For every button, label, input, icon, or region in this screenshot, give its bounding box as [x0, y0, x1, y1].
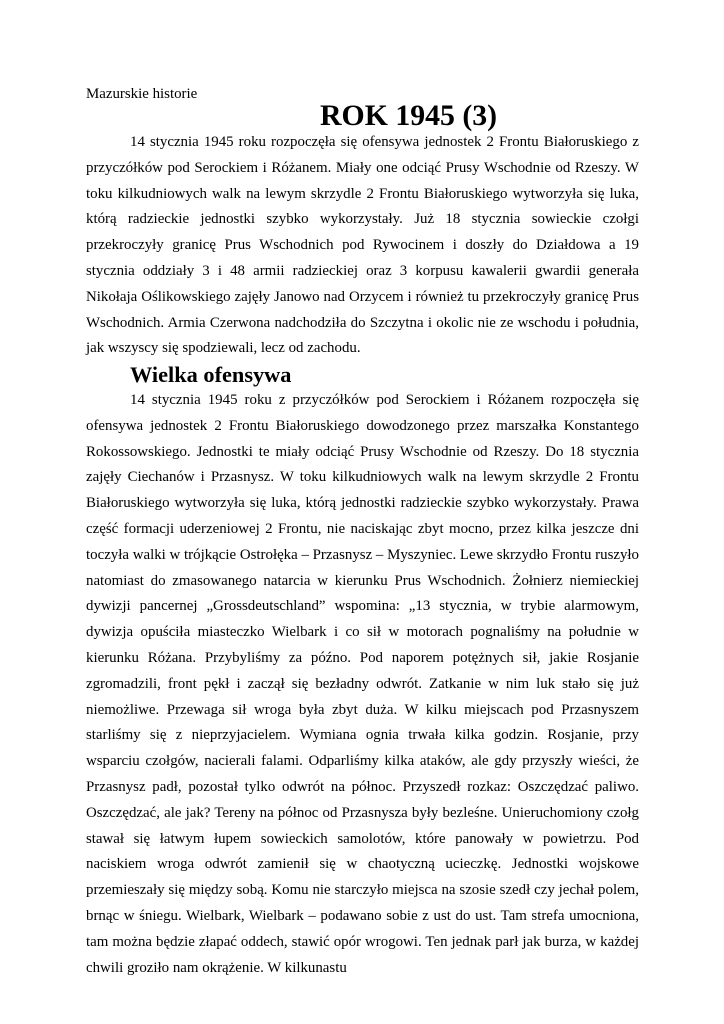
body-paragraph: 14 stycznia 1945 roku z przyczółków pod Serockiem i Różanem rozpoczęła się ofensywa jednostek 2 Frontu Białoruskiego dowodzonego przez marszałka Konstantego Rokossowskiego. Jednostki te miały odciąć Prusy Wschodnie od Rzeszy. Do 18 stycznia zajęły Ciechanów i Przasnysz. W toku kilkudniowych walk na lewym skrzydle 2 Frontu Białoruskiego wytworzyła się luka, którą jednostki radzieckie szybko wykorzystały. Prawa część formacji uderzeniowej 2 Frontu, nie naciskając zbyt mocno, przez kilka jeszcze dni toczyła walki w trójkącie Ostrołęka – Przasnysz – Myszyniec. Lewe skrzydło Frontu ruszyło natomiast do zmasowanego natarcia w kierunku Prus Wschodnich. Żołnierz niemieckiej dywizji pancernej „Grossdeutschland” wspomina: „13 stycznia, w trybie alarmowym, dywizja opuściła miasteczko Wielbark i co sił w motorach pognaliśmy na południe w kierunku Różana. Przybyliśmy za późno. Pod naporem potężnych sił, jakie Rosjanie zgromadzili, front pękł i zaczął się bezładny odwrót. Zatkanie w nim luk stało się już niemożliwe. Przewaga sił wroga była zbyt duża. W kilku miejscach pod Przasnyszem starliśmy się z nieprzyjacielem. Wymiana ognia trwała kilka godzin. Rosjanie, przy wsparciu czołgów, nacierali falami. Odparliśmy kilka ataków, ale gdy przyszły wieści, że Przasnysz padł, pozostał tylko odwrót na północ. Przyszedł rozkaz: Oszczędzać paliwo. Oszczędzać, ale jak? Tereny na północ od Przasnysza były bezleśne. Unieruchomiony czołg stawał się łatwym łupem sowieckich samolotów, które panowały w powietrzu. Pod naciskiem wroga odwrót zamienił się w chaotyczną ucieczkę. Jednostki wojskowe przemieszały się między sobą. Komu nie starczyło miejsca na szosie szedł czy jechał polem, brnąc w śniegu. Wielbark, Wielbark – podawano sobie z ust do ust. Tam strefa umocniona, tam można będzie złapać oddech, stawić opór wrogowi. Ten jednak parł jak burza, w każdej chwili groziło nam okrążenie. W kilkunastu: [86, 391, 639, 976]
section-heading: Wielka ofensywa: [130, 362, 292, 388]
series-label: Mazurskie historie: [86, 86, 198, 102]
intro-paragraph: 14 stycznia 1945 roku rozpoczęła się ofensywa jednostek 2 Frontu Białoruskiego z przyczółków pod Serockiem i Różanem. Miały one odciąć Prusy Wschodnie od Rzeszy. W toku kilkudniowych walk na lewym skrzydle 2 Frontu Białoruskiego wytworzyła się luka, którą radzieckie jednostki szybko wykorzystały. Już 18 stycznia sowieckie czołgi przekroczyły granicę Prus Wschodnich pod Rywocinem i doszły do Działdowa a 19 stycznia oddziały 3 i 48 armii radzieckiej oraz 3 korpusu kawalerii gwardii generała Nikołaja Oślikowskiego zajęły Janowo nad Orzycem i również tu przekroczyły granicę Prus Wschodnich. Armia Czerwona nadchodziła do Szczytna i okolic nie ze wschodu i południa, jak wszyscy się spodziewali, lecz od zachodu.: [86, 134, 639, 357]
document-page: [86, 85, 639, 981]
article-title: ROK 1945 (3): [320, 99, 498, 132]
